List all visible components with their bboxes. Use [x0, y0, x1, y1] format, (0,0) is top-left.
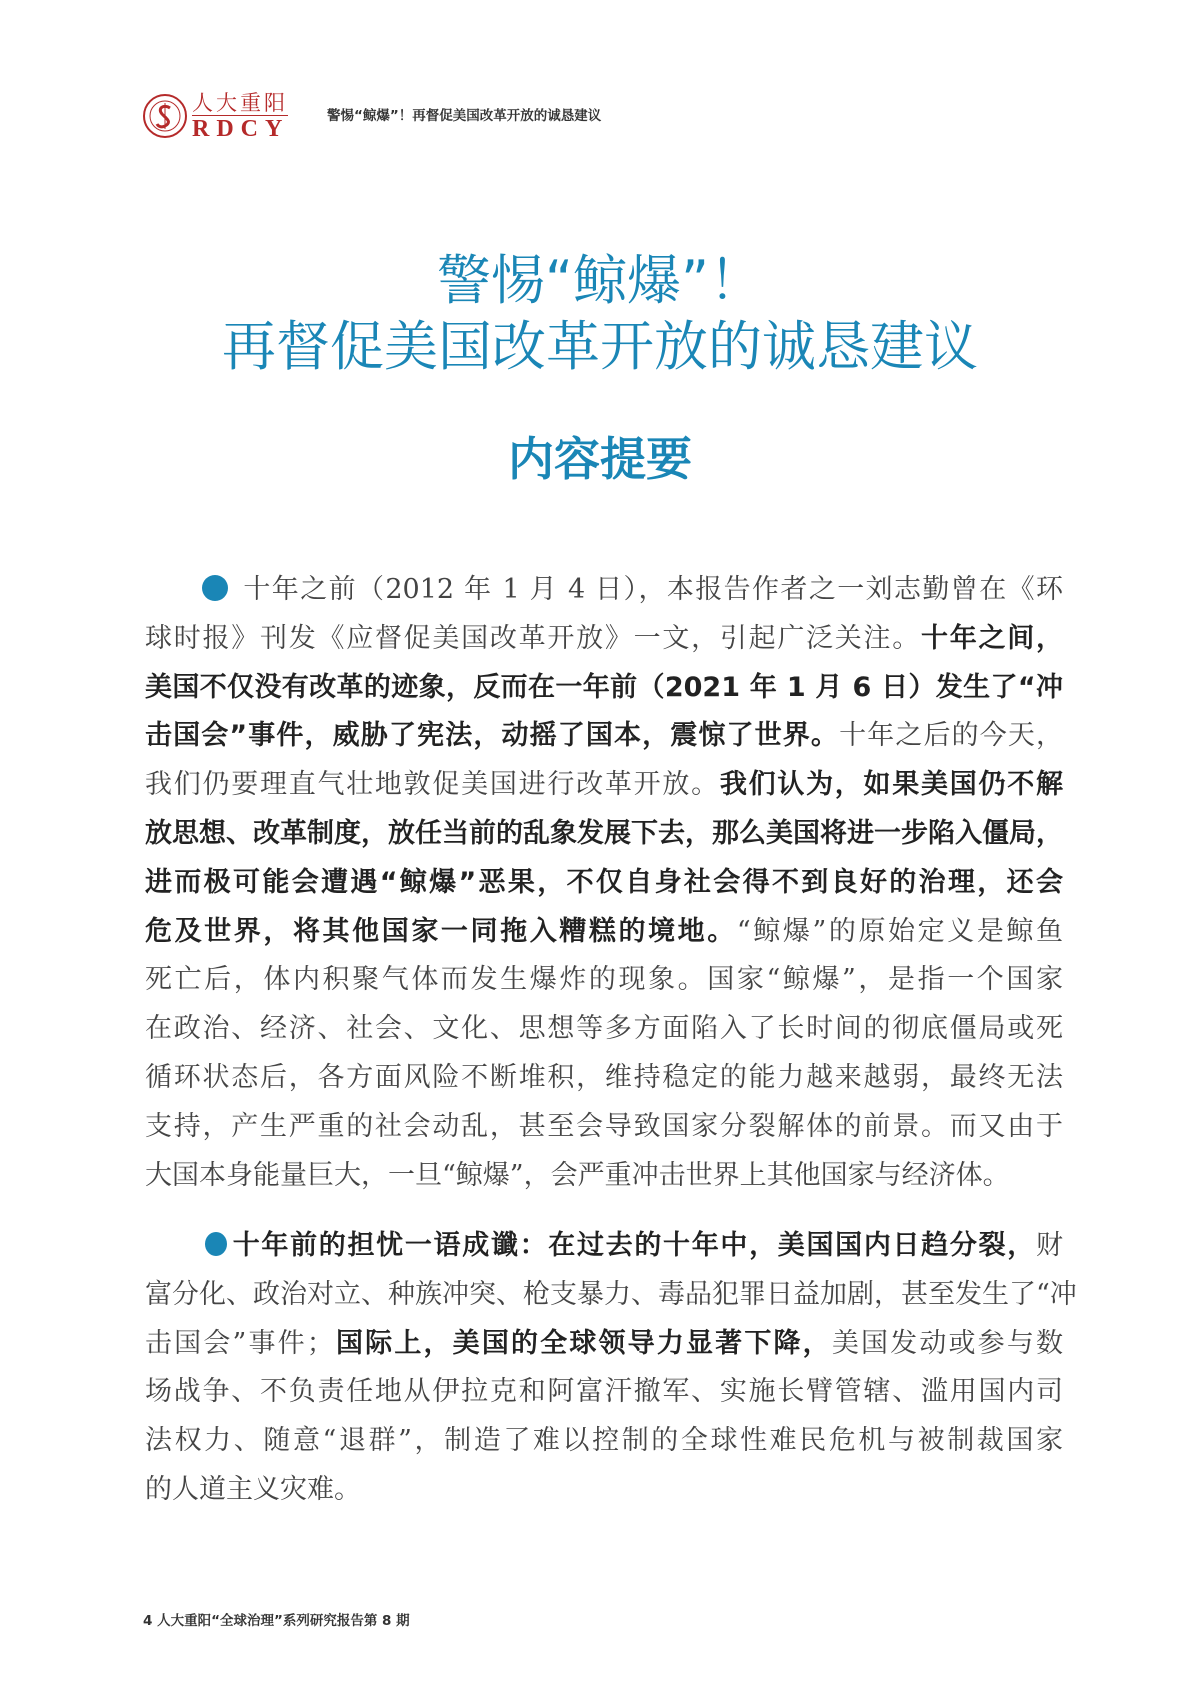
body-text: 循环状态后，各方面风险不断堆积，维持稳定的能力越来越弱，最终无法 — [145, 1061, 1063, 1093]
paragraph-1 — [145, 566, 1063, 1200]
bullet-icon — [205, 1232, 227, 1256]
logo-english-text: RDCY — [192, 115, 290, 142]
body-text: 美国发动或参与数 — [831, 1327, 1063, 1359]
text-line — [145, 908, 1063, 957]
bold-text: 十年前的担忧一语成谶：在过去的十年中，美国国内日趋分裂， — [231, 1230, 1036, 1261]
rdcy-seal-icon — [142, 93, 188, 139]
bold-text: 击国会”事件，威胁了宪法，动摇了国本，震惊了世界。 — [145, 720, 840, 752]
text-line — [145, 712, 1063, 761]
body-text: 十年之前（2012 年 1 月 4 日），本报告作者之一刘志勤曾在《环 — [242, 574, 1063, 605]
bullet-icon — [202, 575, 228, 601]
bold-text: 危及世界，将其他国家一同拖入糟糕的境地。 — [145, 915, 737, 947]
bold-text: 我们认为，如果美国仍不解 — [719, 769, 1064, 801]
bold-text: 国际上，美国的全球领导力显著下降， — [333, 1327, 832, 1359]
bold-text: 进而极可能会遭遇“鲸爆”恶果，不仅自身社会得不到良好的治理，还会 — [145, 866, 1063, 898]
bold-text: 十年之间， — [921, 622, 1063, 654]
text-line — [145, 761, 1063, 810]
text-line — [145, 859, 1063, 908]
body-text: 十年之后的今天， — [839, 720, 1064, 752]
text-line — [145, 1320, 1063, 1369]
section-heading: 内容提要 — [508, 432, 692, 486]
text-line — [145, 615, 1063, 664]
body-text: 死亡后，体内积聚气体而发生爆炸的现象。国家“鲸爆”，是指一个国家 — [145, 964, 1063, 996]
body-text: 在政治、经济、社会、文化、思想等多方面陷入了长时间的彻底僵局或死 — [145, 1013, 1063, 1045]
text-line — [145, 956, 1063, 1005]
logo-chinese-text: 人大重阳 — [192, 90, 288, 115]
bold-text: 放思想、改革制度，放任当前的乱象发展下去，那么美国将进一步陷入僵局， — [145, 817, 1063, 849]
rdcy-logo — [142, 91, 289, 142]
text-line — [145, 664, 1063, 713]
bold-text: 美国不仅没有改革的迹象，反而在一年前（2021 年 1 月 6 日）发生了“冲 — [145, 671, 1063, 703]
text-line — [145, 1054, 1063, 1103]
body-text: 我们仍要理直气壮地敦促美国进行改革开放。 — [145, 769, 720, 801]
text-line — [145, 1005, 1063, 1054]
text-line — [145, 1222, 1063, 1271]
text-line — [145, 1152, 1063, 1201]
body-text: 击国会”事件； — [145, 1327, 334, 1359]
body-text: 的人道主义灾难。 — [145, 1473, 361, 1505]
body-text: 支持，产生严重的社会动乱，甚至会导致国家分裂解体的前景。而又由于 — [145, 1110, 1063, 1142]
body-text: 球时报》刊发《应督促美国改革开放》一文，引起广泛关注。 — [145, 622, 922, 654]
text-line — [145, 810, 1063, 859]
page-header — [142, 88, 602, 144]
text-line — [145, 566, 1063, 615]
body-text: “鲸爆”的原始定义是鲸鱼 — [736, 915, 1064, 947]
body-text: 富分化、政治对立、种族冲突、枪支暴力、毒品犯罪日益加剧，甚至发生了“冲 — [145, 1278, 1077, 1310]
text-line — [145, 1368, 1063, 1417]
page-footer: 4 人大重阳“全球治理”系列研究报告第 8 期 — [143, 1613, 410, 1629]
paragraph-2 — [145, 1222, 1077, 1515]
title-line-2: 再督促美国改革开放的诚恳建议 — [222, 315, 978, 378]
text-line — [145, 1103, 1063, 1152]
body-text: 场战争、不负责任地从伊拉克和阿富汗撤军、实施长臂管辖、滥用国内司 — [145, 1376, 1063, 1408]
text-line — [145, 1466, 1063, 1515]
text-line — [145, 1271, 1077, 1320]
text-line — [145, 1417, 1063, 1466]
running-title: 警惕“鲸爆”！再督促美国改革开放的诚恳建议 — [327, 108, 602, 124]
body-text: 法权力、随意“退群”，制造了难以控制的全球性难民危机与被制裁国家 — [145, 1425, 1063, 1457]
title-line-1: 警惕“鲸爆”！ — [437, 249, 763, 312]
body-text: 大国本身能量巨大，一旦“鲸爆”，会严重冲击世界上其他国家与经济体。 — [145, 1159, 1010, 1191]
body-text: 财 — [1036, 1230, 1063, 1261]
